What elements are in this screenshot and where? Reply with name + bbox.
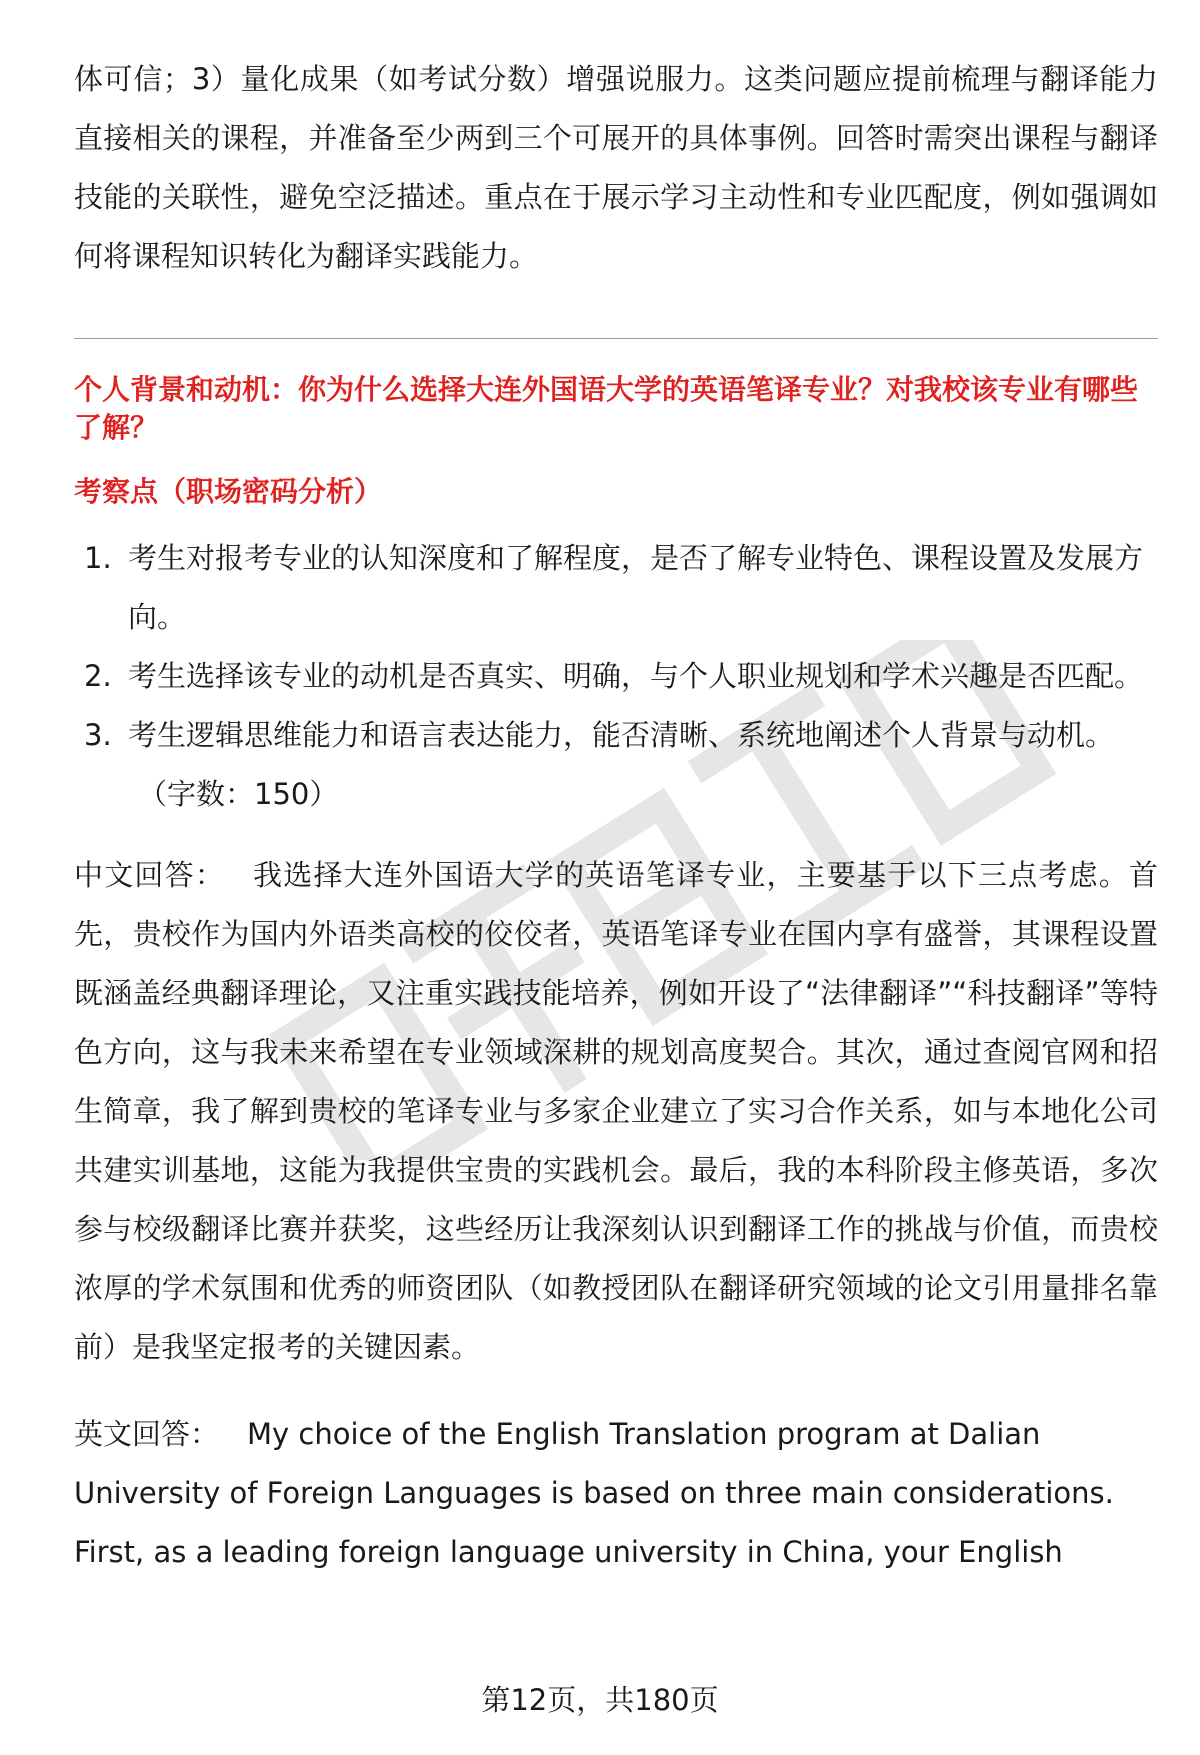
list-item-number: 1. xyxy=(84,541,112,575)
answer-english-text: My choice of the English Translation program at Dalian University of Foreign Languages is based on three main considerations. First, as a leading foreign language university in China, your English xyxy=(74,1417,1114,1569)
points-title: 考察点（职场密码分析） xyxy=(74,475,383,508)
answer-english-label: 英文回答： xyxy=(74,1417,220,1451)
list-item-text: 考生逻辑思维能力和语言表达能力，能否清晰、系统地阐述个人背景与动机。 xyxy=(128,718,1115,752)
question-heading: 个人背景和动机：你为什么选择大连外国语大学的英语笔译专业？对我校该专业有哪些了解？ xyxy=(74,373,1139,444)
answer-chinese xyxy=(74,846,1158,1377)
answer-chinese-text: 我选择大连外国语大学的英语笔译专业，主要基于以下三点考虑。首先，贵校作为国内外语类高校的佼佼者，英语笔译专业在国内享有盛誉，其课程设置既涵盖经典翻译理论，又注重实践技能培养，例如开设了“法律翻译”“科技翻译”等特色方向，这与我未来希望在专业领域深耕的规划高度契合。其次，通过查阅官网和招生简章，我了解到贵校的笔译专业与多家企业建立了实习合作关系，如与本地化公司共建实训基地，这能为我提供宝贵的实践机会。最后，我的本科阶段主修英语，多次参与校级翻译比赛并获奖，这些经历让我深刻认识到翻译工作的挑战与价值，而贵校浓厚的学术氛围和优秀的师资团队（如教授团队在翻译研究领域的论文引用量排名靠前）是我坚定报考的关键因素。 xyxy=(74,858,1158,1364)
list-item-text: 考生对报考专业的认知深度和了解程度，是否了解专业特色、课程设置及发展方向。 xyxy=(128,541,1144,634)
list-item xyxy=(74,706,1158,765)
list-item-number: 2. xyxy=(84,659,112,693)
list-item-text: 考生选择该专业的动机是否真实、明确，与个人职业规划和学术兴趣是否匹配。 xyxy=(128,659,1144,693)
answer-chinese-label: 中文回答： xyxy=(74,858,226,892)
list-item xyxy=(74,529,1158,647)
page-content xyxy=(74,50,1158,1582)
points-list xyxy=(74,529,1158,765)
list-item xyxy=(74,647,1158,706)
answer-english xyxy=(74,1405,1158,1582)
list-item-number: 3. xyxy=(84,718,112,752)
word-count: （字数：150） xyxy=(138,777,339,811)
page-footer: 第12页，共180页 xyxy=(481,1683,719,1717)
intro-paragraph: 体可信；3）量化成果（如考试分数）增强说服力。这类问题应提前梳理与翻译能力直接相关的课程，并准备至少两到三个可展开的具体事例。回答时需突出课程与翻译技能的关联性，避免空泛描述。重点在于展示学习主动性和专业匹配度，例如强调如何将课程知识转化为翻译实践能力。 xyxy=(74,62,1158,273)
section-divider xyxy=(74,338,1158,339)
